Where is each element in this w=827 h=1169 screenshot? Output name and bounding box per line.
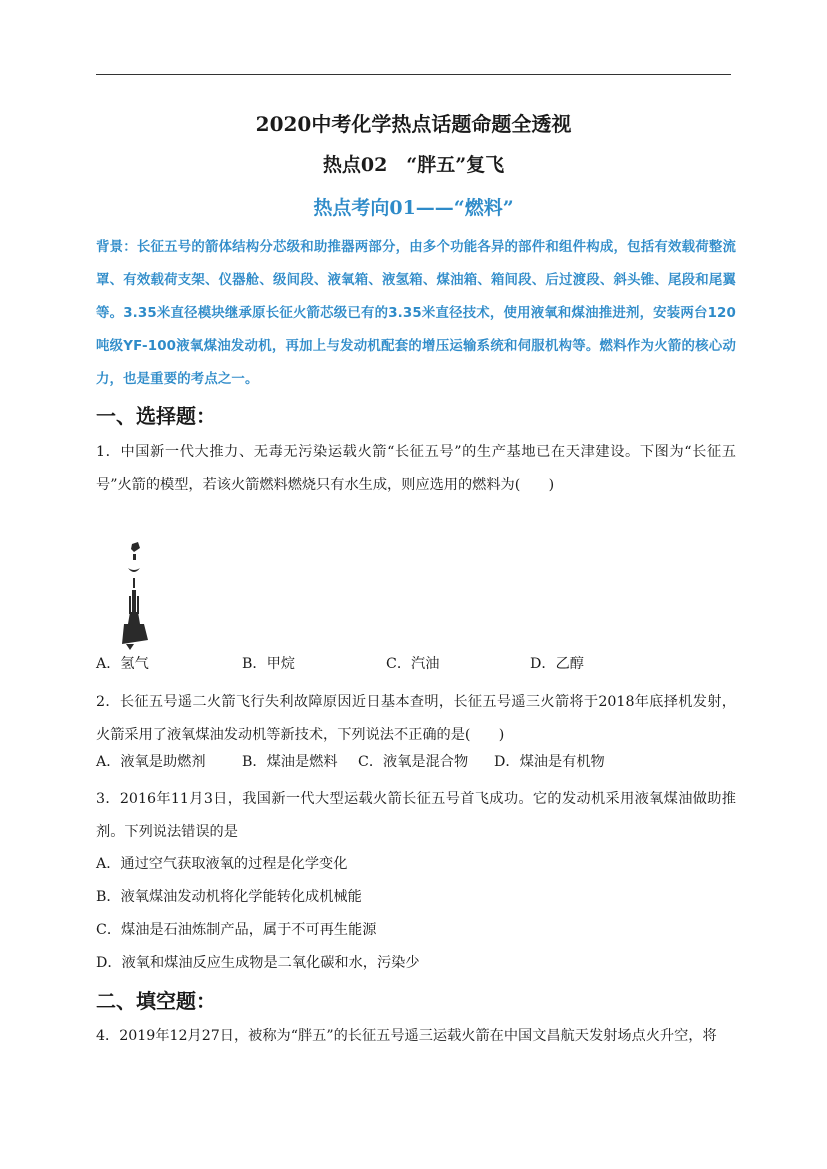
option[interactable]: A．氢气 [96, 656, 149, 672]
option[interactable]: B．煤油是燃料 [242, 754, 338, 770]
question-3-stem: 3．2016年11月3日，我国新一代大型运载火箭长征五号首飞成功。它的发动机采用液氧煤油做助推剂。下列说法错误的是 [96, 791, 736, 840]
option[interactable]: C．汽油 [386, 656, 440, 672]
question-2-stem: 2．长征五号遥二火箭飞行失利故障原因近日基本查明，长征五号遥三火箭将于2018年底择机发射，火箭采用了液氧煤油发动机等新技术，下列说法不正确的是( ) [96, 694, 736, 743]
option[interactable]: A．液氧是助燃剂 [96, 754, 206, 770]
background-paragraph: 背景：长征五号的箭体结构分芯级和助推器两部分，由多个功能各异的部件和组件构成，包括有效载荷整流罩、有效载荷支架、仪器舱、级间段、液氧箱、液氢箱、煤油箱、箱间段、后过渡段、斜头锥、尾段和尾翼等。3.35米直径模块继承原长征火箭芯级已有的3.35米直径技术，使用液氧和煤油推进剂，安装两台120吨级YF-100液氧煤油发动机，再加上与发动机配套的增压运输系统和伺服机构等。燃料作为火箭的核心动力，也是重要的考点之一。 [96, 240, 736, 387]
option[interactable]: D．乙醇 [530, 656, 584, 672]
option[interactable]: B．甲烷 [242, 656, 295, 672]
topic-heading: 热点考向01——“燃料” [313, 197, 514, 219]
option[interactable]: A．通过空气获取液氧的过程是化学变化 [96, 856, 348, 872]
option[interactable]: B．液氧煤油发动机将化学能转化成机械能 [96, 889, 362, 905]
question-2-options [96, 751, 736, 781]
header-rule [96, 74, 731, 75]
question-1-options [96, 653, 736, 683]
document-title: 2020中考化学热点话题命题全透视 [255, 112, 572, 136]
option[interactable]: D．液氧和煤油反应生成物是二氧化碳和水，污染少 [96, 955, 420, 971]
hotspot-subtitle: 热点02 “胖五”复飞 [322, 154, 505, 176]
section-fill-heading: 二、填空题： [96, 989, 216, 1013]
option[interactable]: C．液氧是混合物 [358, 754, 469, 770]
question-1-stem: 1．中国新一代大推力、无毒无污染运载火箭“长征五号”的生产基地已在天津建设。下图为“长征五号”火箭的模型，若该火箭燃料燃烧只有水生成，则应选用的燃料为( ) [96, 444, 736, 493]
option[interactable]: C．煤油是石油炼制产品，属于不可再生能源 [96, 922, 377, 938]
question-4-stem: 4．2019年12月27日，被称为“胖五”的长征五号遥三运载火箭在中国文昌航天发射场点火升空，将 [96, 1028, 717, 1044]
rocket-model-image [114, 540, 154, 650]
section-choice-heading: 一、选择题： [96, 404, 216, 428]
option[interactable]: D．煤油是有机物 [494, 754, 605, 770]
